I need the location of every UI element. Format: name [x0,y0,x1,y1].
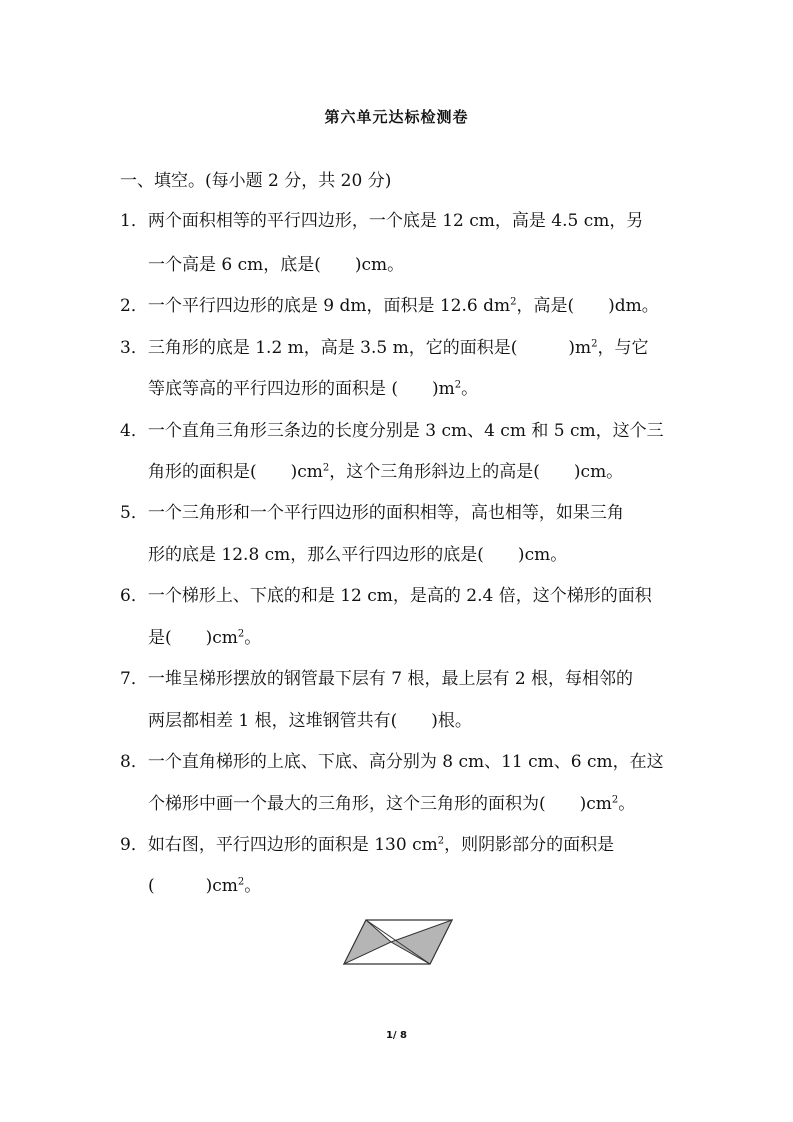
question-8-line-1: 8．一个直角梯形的上底、下底、高分别为 8 cm、11 cm、6 cm，在这 [120,752,664,772]
question-9-line-2 [148,876,261,896]
q3-line2-end: 。 [461,379,479,399]
page-number: 1/ 8 [385,1030,408,1041]
q3-line2-sup: 2 [454,379,462,391]
q9-sup: 2 [437,835,445,847]
question-8-line-2 [148,794,635,814]
q6-line2-text: 是( )cm [148,628,238,648]
question-1-line-1: 1．两个面积相等的平行四边形，一个底是 12 cm，高是 4.5 cm，另 [120,211,644,231]
q9-text: 9．如右图，平行四边形的面积是 130 cm [120,835,438,855]
question-2 [120,296,659,316]
q9-line2-sup: 2 [237,876,245,888]
page-title: 第六单元达标检测卷 [324,108,469,126]
q3-text-end: ，与它 [597,338,649,358]
section-heading: 一、填空。(每小题 2 分，共 20 分) [120,171,392,191]
shaded-triangle-right [391,920,452,964]
question-3-line-2 [148,379,478,399]
q8-line2-sup: 2 [611,794,619,806]
question-6-line-2 [148,628,261,648]
q6-line2-sup: 2 [237,628,245,640]
q4-line2-end: ，这个三角形斜边上的高是( )cm。 [329,462,624,482]
question-6-line-1: 6．一个梯形上、下底的和是 12 cm，是高的 2.4 倍，这个梯形的面积 [120,586,652,606]
q9-line2-end: 。 [244,876,262,896]
q3-sup: 2 [591,338,598,350]
q8-line2-text: 个梯形中画一个最大的三角形，这个三角形的面积为( )cm [148,794,612,814]
q2-sup: 2 [510,296,517,308]
question-7-line-1: 7．一堆呈梯形摆放的钢管最下层有 7 根，最上层有 2 根，每相邻的 [120,669,634,689]
question-5-line-2: 形的底是 12.8 cm，那么平行四边形的底是( )cm。 [148,545,568,565]
question-4-line-1: 4．一个直角三角形三条边的长度分别是 3 cm、4 cm 和 5 cm，这个三 [120,421,664,441]
q2-text-end: ，高是( )dm。 [516,296,659,316]
q9-text-end: ，则阴影部分的面积是 [444,835,615,855]
parallelogram-figure [336,912,458,968]
question-4-line-2 [148,462,623,482]
question-3-line-1 [120,338,649,358]
q3-line2-text: 等底等高的平行四边形的面积是 ( )m [148,379,455,399]
shaded-triangle-left [344,920,391,964]
question-7-line-2: 两层都相差 1 根，这堆钢管共有( )根。 [148,711,472,731]
q4-line2-sup: 2 [322,462,330,474]
q8-line2-end: 。 [618,794,636,814]
q2-text: 2．一个平行四边形的底是 9 dm，面积是 12.6 dm [120,296,511,316]
question-1-line-2: 一个高是 6 cm，底是( )cm。 [148,255,405,275]
q4-line2-text: 角形的面积是( )cm [148,462,323,482]
question-9-line-1 [120,835,614,855]
q3-text: 3．三角形的底是 1.2 m，高是 3.5 m，它的面积是( )m [120,338,592,358]
q9-line2-text: ( )cm [148,876,238,896]
question-5-line-1: 5．一个三角形和一个平行四边形的面积相等，高也相等，如果三角 [120,503,624,523]
q6-line2-end: 。 [244,628,262,648]
